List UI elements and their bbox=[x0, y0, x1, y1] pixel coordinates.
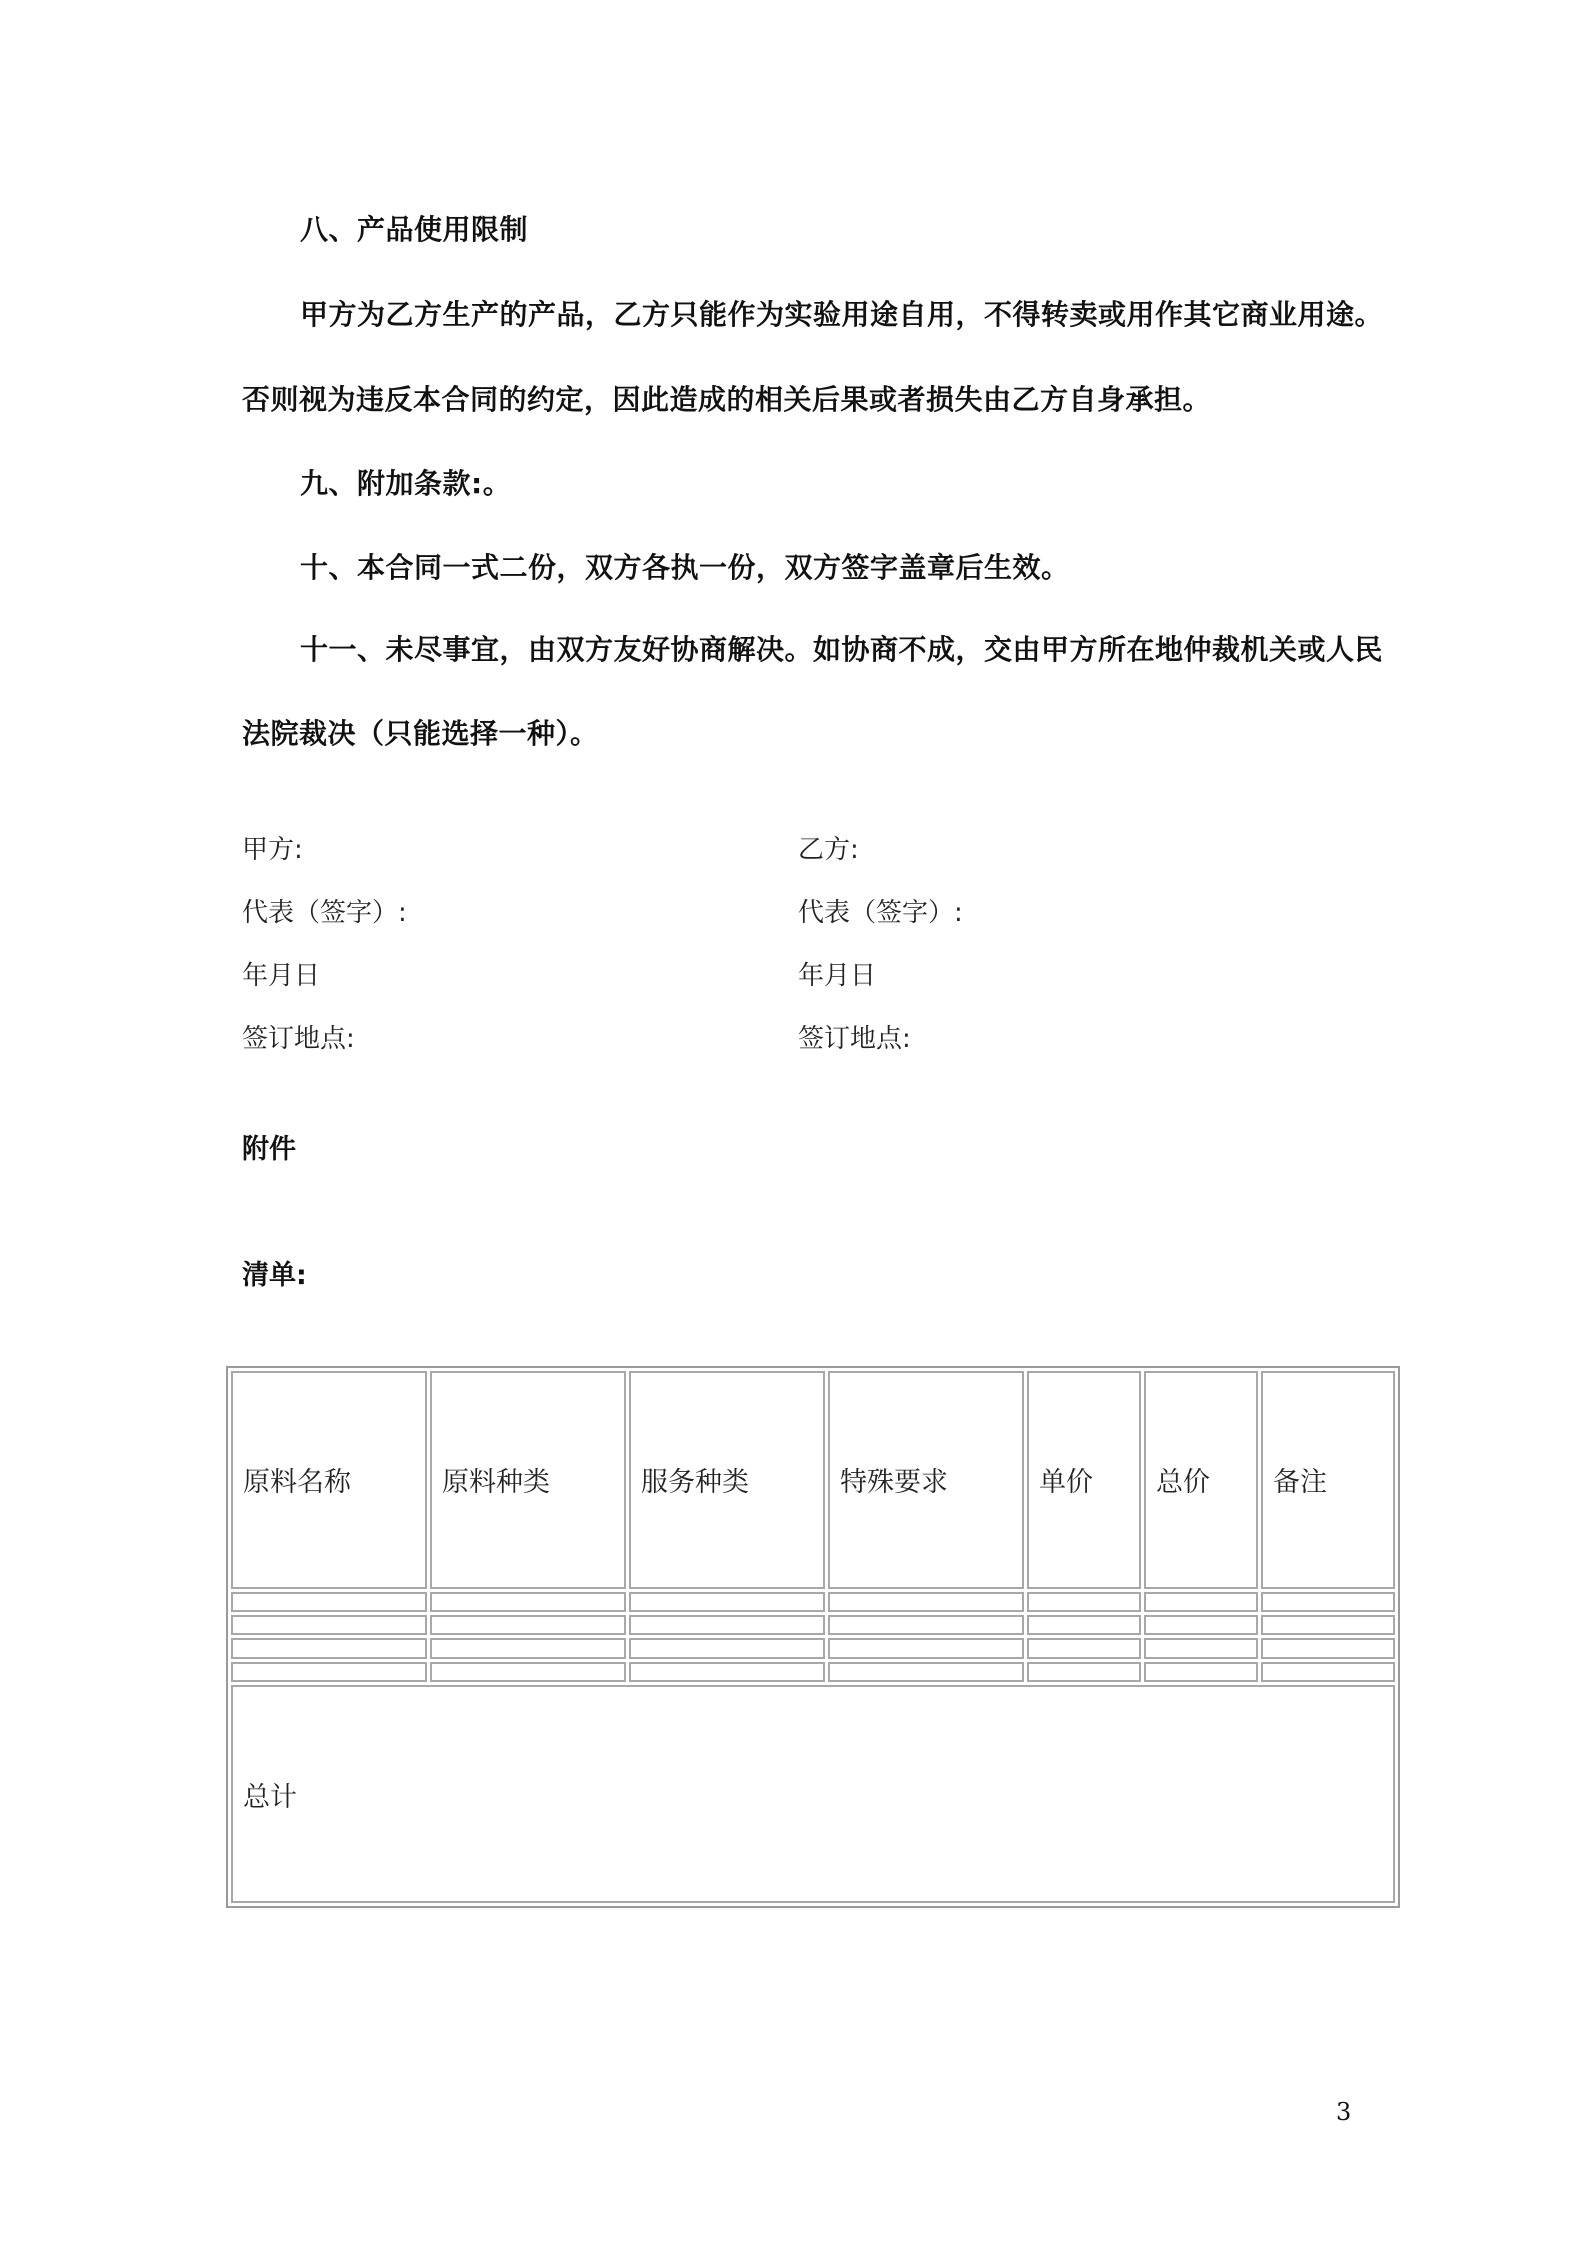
clause-8-title: 八、产品使用限制 bbox=[300, 213, 529, 246]
table-cell[interactable] bbox=[430, 1662, 626, 1682]
table-cell[interactable] bbox=[231, 1615, 427, 1635]
total-label: 总计 bbox=[231, 1685, 1395, 1903]
table-cell[interactable] bbox=[629, 1615, 825, 1635]
table-cell[interactable] bbox=[231, 1662, 427, 1682]
table-cell[interactable] bbox=[1027, 1615, 1141, 1635]
table-cell[interactable] bbox=[629, 1592, 825, 1612]
table-cell[interactable] bbox=[828, 1592, 1024, 1612]
table-cell[interactable] bbox=[231, 1638, 427, 1658]
table-row bbox=[231, 1638, 1395, 1658]
table-cell[interactable] bbox=[1144, 1615, 1258, 1635]
clause-11-line-2: 法院裁决（只能选择一种）。 bbox=[242, 717, 599, 750]
table-row bbox=[231, 1662, 1395, 1682]
clause-9: 九、附加条款:。 bbox=[300, 467, 512, 500]
table-cell[interactable] bbox=[828, 1662, 1024, 1682]
table-total-row bbox=[231, 1685, 1395, 1903]
table-cell[interactable] bbox=[1144, 1592, 1258, 1612]
page-number: 3 bbox=[1336, 2098, 1352, 2126]
table-cell[interactable] bbox=[1027, 1638, 1141, 1658]
party-b-representative: 代表（签字）: bbox=[798, 898, 963, 928]
table-cell[interactable] bbox=[1027, 1662, 1141, 1682]
table-cell[interactable] bbox=[1261, 1592, 1395, 1612]
clause-8-line-1: 甲方为乙方生产的产品，乙方只能作为实验用途自用，不得转卖或用作其它商业用途。 bbox=[300, 298, 1384, 331]
table-cell[interactable] bbox=[1144, 1638, 1258, 1658]
header-remarks: 备注 bbox=[1261, 1371, 1395, 1589]
clause-10: 十、本合同一式二份，双方各执一份，双方签字盖章后生效。 bbox=[300, 551, 1070, 584]
party-a-date: 年月日 bbox=[242, 961, 321, 991]
party-a-label: 甲方: bbox=[242, 835, 303, 865]
table-cell[interactable] bbox=[1144, 1662, 1258, 1682]
party-b-label: 乙方: bbox=[798, 835, 859, 865]
table-row bbox=[231, 1592, 1395, 1612]
table-cell[interactable] bbox=[1261, 1662, 1395, 1682]
table-cell[interactable] bbox=[430, 1615, 626, 1635]
table-header-row bbox=[231, 1371, 1395, 1589]
header-total-price: 总价 bbox=[1144, 1371, 1258, 1589]
party-a-representative: 代表（签字）: bbox=[242, 898, 407, 928]
party-b-signing-place: 签订地点: bbox=[798, 1024, 911, 1054]
table-cell[interactable] bbox=[1261, 1638, 1395, 1658]
attachment-title: 附件 bbox=[242, 1134, 296, 1165]
header-service-type: 服务种类 bbox=[629, 1371, 825, 1589]
list-label: 清单: bbox=[242, 1260, 307, 1291]
table-cell[interactable] bbox=[629, 1662, 825, 1682]
header-material-type: 原料种类 bbox=[430, 1371, 626, 1589]
header-special-requirements: 特殊要求 bbox=[828, 1371, 1024, 1589]
header-unit-price: 单价 bbox=[1027, 1371, 1141, 1589]
table-cell[interactable] bbox=[231, 1592, 427, 1612]
header-material-name: 原料名称 bbox=[231, 1371, 427, 1589]
table-cell[interactable] bbox=[430, 1592, 626, 1612]
clause-11-line-1: 十一、未尽事宜，由双方友好协商解决。如协商不成，交由甲方所在地仲裁机关或人民 bbox=[300, 633, 1384, 666]
inventory-table bbox=[226, 1366, 1400, 1908]
table-row bbox=[231, 1615, 1395, 1635]
table-cell[interactable] bbox=[430, 1638, 626, 1658]
table-cell[interactable] bbox=[1027, 1592, 1141, 1612]
table-cell[interactable] bbox=[828, 1638, 1024, 1658]
party-a-signing-place: 签订地点: bbox=[242, 1024, 355, 1054]
clause-8-line-2: 否则视为违反本合同的约定，因此造成的相关后果或者损失由乙方自身承担。 bbox=[242, 383, 1212, 416]
table-cell[interactable] bbox=[629, 1638, 825, 1658]
party-b-date: 年月日 bbox=[798, 961, 877, 991]
table-cell[interactable] bbox=[828, 1615, 1024, 1635]
table-cell[interactable] bbox=[1261, 1615, 1395, 1635]
